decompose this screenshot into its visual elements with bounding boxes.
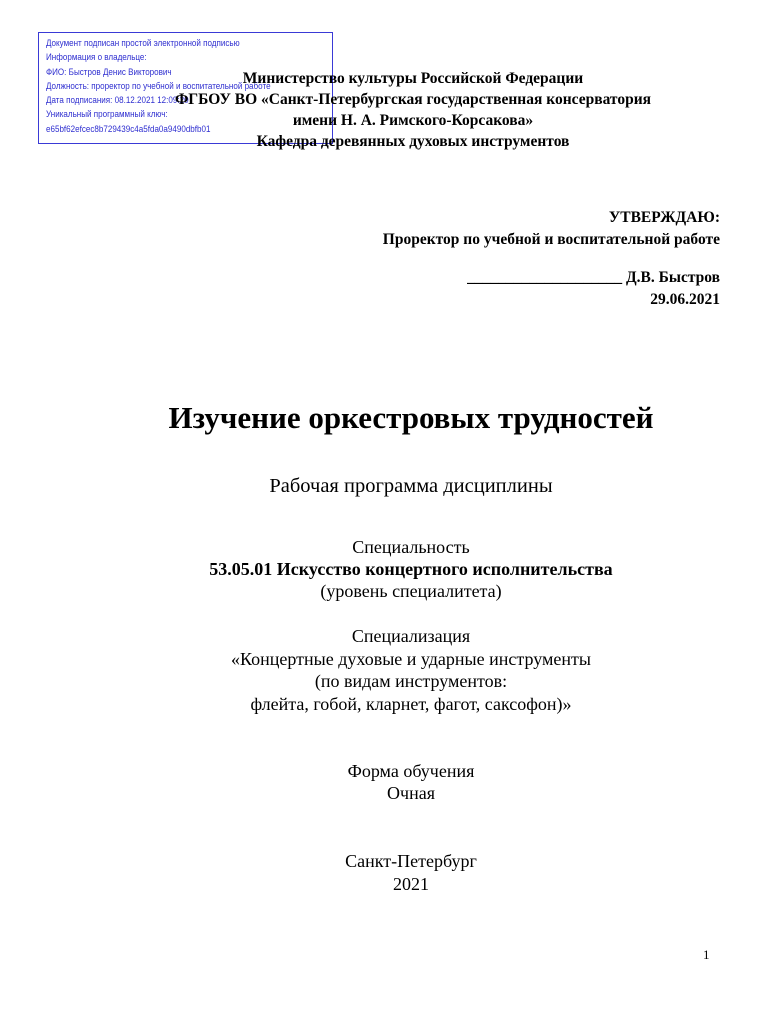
document-header (60, 68, 766, 152)
city-name: Санкт-Петербург (345, 851, 477, 871)
page-number: 1 (703, 947, 710, 962)
document-subtitle: Рабочая программа дисциплины (269, 475, 553, 497)
specialty-level: (уровень специалитета) (320, 581, 502, 601)
approval-date: 29.06.2021 (650, 291, 720, 308)
specialization-block (0, 625, 768, 715)
stamp-line: Должность: проректор по учебной и воспитательной работе (46, 80, 271, 92)
year: 2021 (393, 874, 429, 894)
ministry-name: Министерство культуры Российской Федерации (242, 70, 584, 87)
specialization-line3: флейта, гобой, кларнет, фагот, саксофон)» (250, 693, 572, 714)
place-and-year (0, 850, 768, 896)
stamp-line: Информация о владельце: (46, 52, 147, 64)
stamp-line: Дата подписания: 08.12.2021 12:09:20 (46, 95, 189, 107)
approver-position: Проректор по учебной и воспитательной работе (382, 231, 720, 248)
stamp-line: Уникальный программный ключ: (46, 109, 168, 121)
approval-heading: УТВЕРЖДАЮ: (608, 209, 720, 226)
specialty-label: Специальность (352, 537, 470, 557)
department-name: Кафедра деревянных духовых инструментов (256, 133, 570, 150)
specialty-value: 53.05.01 Искусство концертного исполнительства (209, 559, 613, 579)
stamp-line: Документ подписан простой электронной подписью (46, 38, 240, 49)
stamp-line: e65bf62efcec8b729439c4a5fda0a9490dbfb01 (46, 123, 211, 135)
specialization-line2: (по видам инструментов: (314, 671, 508, 691)
specialty-block (0, 536, 768, 602)
specialization-line1: «Концертные духовые и ударные инструменты (231, 648, 591, 669)
institution-name-line2: имени Н. А. Римского-Корсакова» (292, 112, 534, 129)
stamp-line: ФИО: Быстров Денис Викторович (46, 66, 172, 78)
study-form-value: Очная (387, 783, 435, 803)
discipline-title: Изучение оркестровых трудностей (168, 400, 654, 435)
study-form-label: Форма обучения (347, 761, 475, 781)
specialization-label: Специализация (351, 626, 471, 646)
study-form-block (0, 760, 768, 804)
institution-name-line1: ФГБОУ ВО «Санкт-Петербургская государственная консерватория (174, 91, 652, 108)
signature-line: ____________________ Д.В. Быстров (467, 269, 720, 286)
approval-block (383, 207, 720, 311)
